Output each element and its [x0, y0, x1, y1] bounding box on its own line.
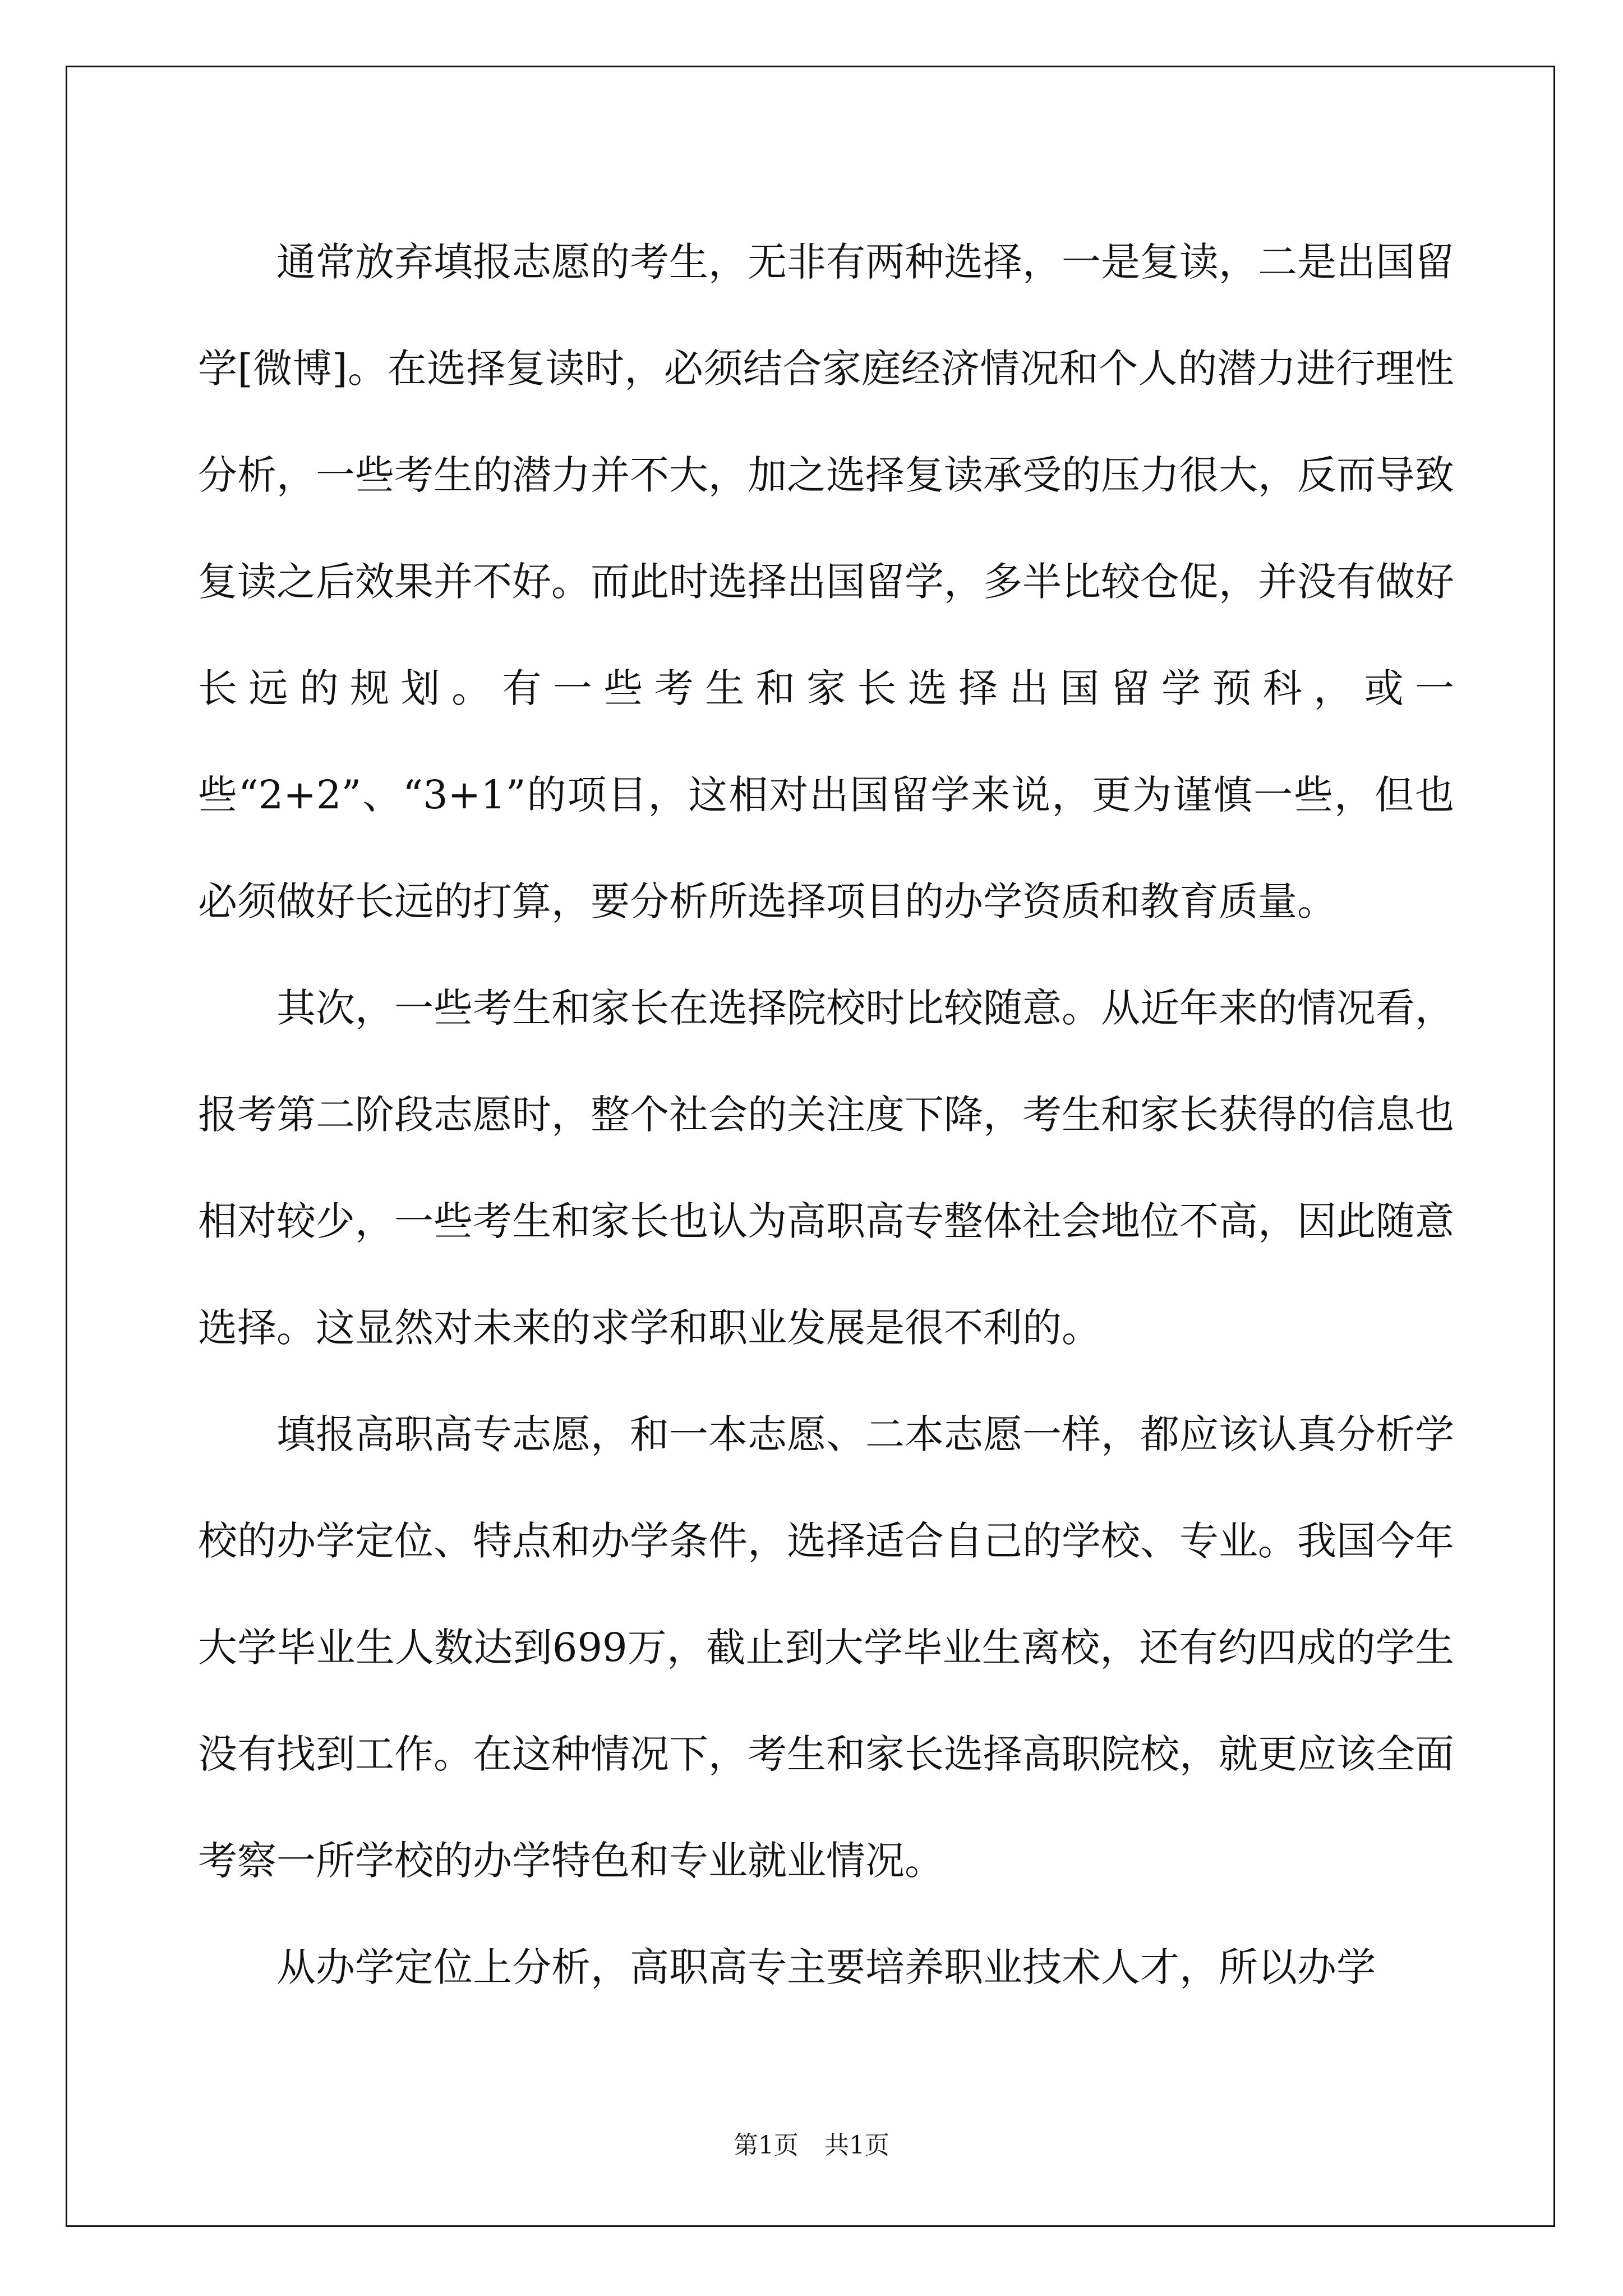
page-number: 第1页	[734, 2131, 799, 2160]
paragraph-3: 填报高职高专志愿，和一本志愿、二本志愿一样，都应该认真分析学校的办学定位、特点和办学条件，选择适合自己的学校、专业。我国今年大学毕业生人数达到699万，截止到大学毕业生离校，还有约四成的学生没有找到工作。在这种情况下，考生和家长选择高职院校，就更应该全面考察一所学校的办学特色和专业就业情况。	[198, 1411, 1454, 1884]
paragraph-2: 其次，一些考生和家长在选择院校时比较随意。从近年来的情况看，报考第二阶段志愿时，整个社会的关注度下降，考生和家长获得的信息也相对较少，一些考生和家长也认为高职高专整体社会地位不高，因此随意选择。这显然对未来的求学和职业发展是很不利的。	[198, 985, 1454, 1351]
page-footer	[0, 2129, 1623, 2162]
paragraph-1: 通常放弃填报志愿的考生，无非有两种选择，一是复读，二是出国留学[微博]。在选择复读时，必须结合家庭经济情况和个人的潜力进行理性分析，一些考生的潜力并不大，加之选择复读承受的压力很大，反而导致复读之后效果并不好。而此时选择出国留学，多半比较仓促，并没有做好长远的规划。有一些考生和家长选择出国留学预科，或一些“2+2”、“3+1”的项目，这相对出国留学来说，更为谨慎一些，但也必须做好长远的打算，要分析所选择项目的办学资质和教育质量。	[198, 239, 1454, 924]
document-body	[198, 209, 1454, 2021]
paragraph-4: 从办学定位上分析，高职高专主要培养职业技术人才，所以办学	[276, 1944, 1376, 1990]
page-total: 共1页	[824, 2131, 889, 2160]
